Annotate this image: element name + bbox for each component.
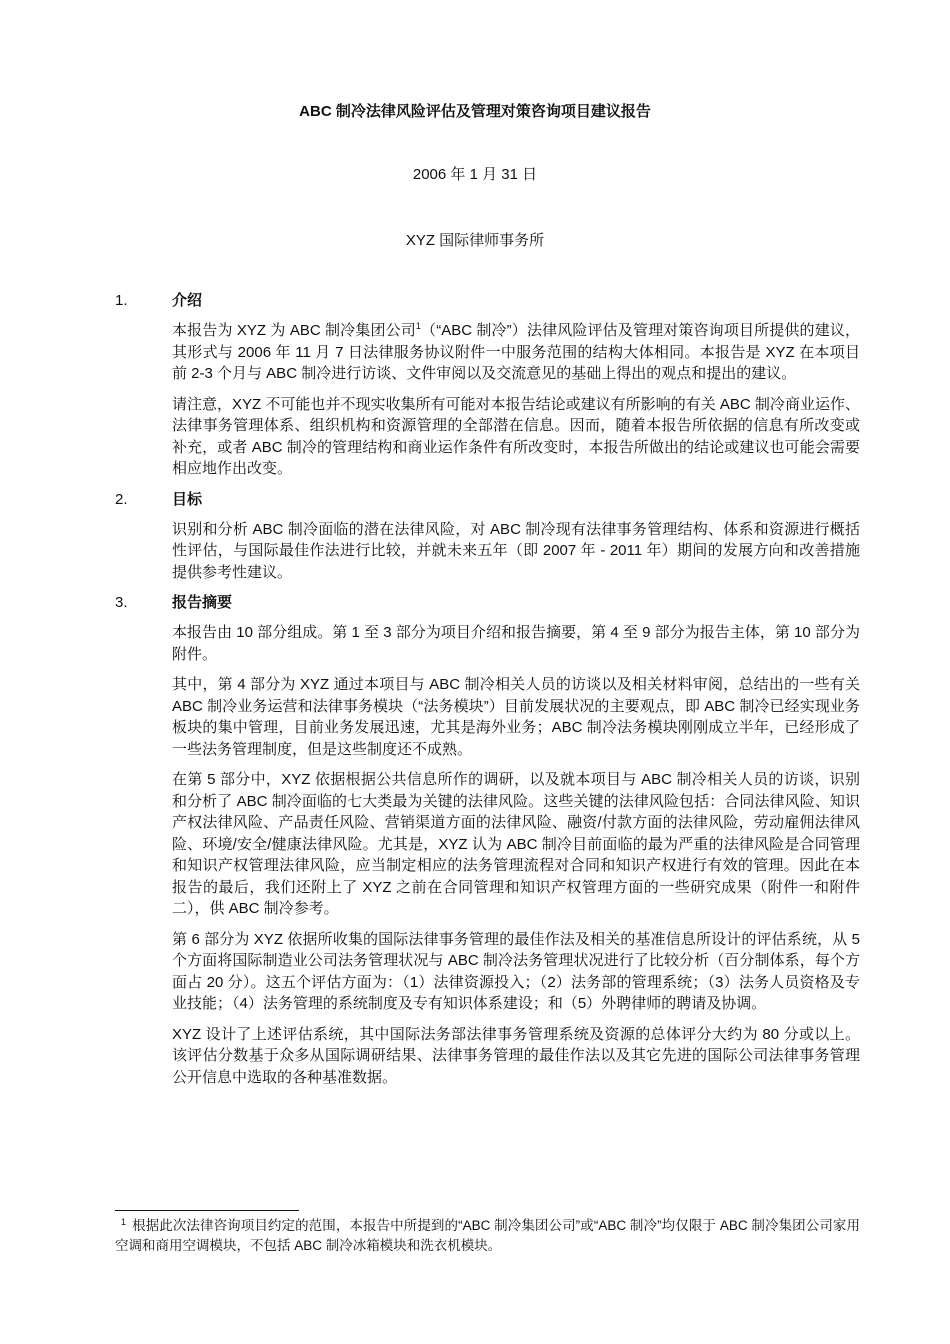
paragraph: 第 6 部分为 XYZ 依据所收集的国际法律事务管理的最佳作法及相关的基准信息所设计的评估系统，从 5 个方面将国际制造业公司法务管理状况与 ABC 制冷法务管理状况进行了比较分析（百分制体系，每个方面占 20 分）。这五个评估方面为：（1）法律资源投入；（2）法务部的管理系统；（3）法务人员资格及专业技能；（4）法务管理的系统制度及专有知识体系建设；和（5）外聘律师的聘请及协调。	[172, 930, 860, 1012]
paragraph	[172, 320, 860, 385]
section-heading-summary	[115, 592, 860, 616]
paragraph: 本报告由 10 部分组成。第 1 至 3 部分为项目介绍和报告摘要，第 4 至 9 部分为报告主体，第 10 部分为附件。	[172, 624, 860, 663]
paragraph-text: 本报告为 XYZ 为 ABC 制冷集团公司	[172, 322, 416, 339]
section-number: 3.	[115, 594, 128, 611]
report-title: ABC 制冷法律风险评估及管理对策咨询项目建议报告	[299, 103, 651, 120]
paragraph: 请注意，XYZ 不可能也并不现实收集所有可能对本报告结论或建议有所影响的有关 ABC 制冷商业运作、法律事务管理体系、组织机构和资源管理的全部潜在信息。因而，随着本报告所依据的信息有所改变或补充，或者 ABC 制冷的管理结构和商业运作条件有所改变时，本报告所做出的结论或建议也可能会需要相应地作出改变。	[172, 395, 860, 477]
law-firm-name: XYZ 国际律师事务所	[405, 232, 545, 249]
section-heading-objectives	[115, 489, 860, 513]
paragraph: 其中，第 4 部分为 XYZ 通过本项目与 ABC 制冷相关人员的访谈以及相关材料审阅，总结出的一些有关 ABC 制冷业务运营和法律事务模块（“法务模块”）目前发展状况的主要观点，即 ABC 制冷已经实现业务板块的集中管理，目前业务发展迅速，尤其是海外业务；ABC 制冷法务模块刚刚成立半年，已经形成了一些法务管理制度，但是这些制度还不成熟。	[172, 676, 860, 758]
footnote-divider	[115, 1210, 299, 1211]
section-title: 目标	[172, 490, 203, 508]
paragraph-text: （“ABC 制冷”）法律风险评估及管理对策咨询项目所提供的建议，其形式与 2006 年 11 月 7 日法律服务协议附件一中服务范围的结构大体相同。本报告是 XYZ 在本项目前 2-3 个月与 ABC 制冷进行访谈、文件审阅以及交流意见的基础上得出的观点和提出的建议。	[172, 322, 860, 382]
footnote-text: 根据此次法律咨询项目约定的范围，本报告中所提到的“ABC 制冷集团公司”或“ABC 制冷”均仅限于 ABC 制冷集团公司家用空调和商用空调模块，不包括 ABC 制冷冰箱模块和洗衣机模块。	[115, 1218, 860, 1253]
report-body	[115, 290, 860, 1097]
paragraph: 在第 5 部分中，XYZ 依据根据公共信息所作的调研，以及就本项目与 ABC 制冷相关人员的访谈，识别和分析了 ABC 制冷面临的七大类最为关键的法律风险。这些关键的法律风险包括：合同法律风险、知识产权法律风险、产品责任风险、营销渠道方面的法律风险、融资/付款方面的法律风险，劳动雇佣法律风险、环境/安全/健康法律风险。尤其是，XYZ 认为 ABC 制冷目前面临的最为严重的法律风险是合同管理和知识产权管理法律风险，应当制定相应的法务管理流程对合同和知识产权进行有效的管理。因此在本报告的最后，我们还附上了 XYZ 之前在合同管理和知识产权管理方面的一些研究成果（附件一和附件二），供 ABC 制冷参考。	[172, 771, 860, 917]
footnote	[115, 1216, 860, 1256]
footnote-reference: 1	[415, 321, 421, 331]
section-number: 2.	[115, 490, 128, 508]
section-number: 1.	[115, 292, 128, 309]
paragraph: 识别和分析 ABC 制冷面临的潜在法律风险，对 ABC 制冷现有法律事务管理结构、体系和资源进行概括性评估，与国际最佳作法进行比较，并就未来五年（即 2007 年 - 2011 年）期间的发展方向和改善措施提供参考性建议。	[172, 520, 860, 581]
report-date: 2006 年 1 月 31 日	[412, 166, 538, 183]
section-title: 介绍	[172, 292, 203, 309]
paragraph: XYZ 设计了上述评估系统，其中国际法务部法律事务管理系统及资源的总体评分大约为 80 分或以上。该评估分数基于众多从国际调研结果、法律事务管理的最佳作法以及其它先进的国际公司法律事务管理公开信息中选取的各种基准数据。	[172, 1025, 860, 1086]
section-title: 报告摘要	[172, 594, 233, 611]
footnote-mark: 1	[121, 1216, 127, 1227]
section-heading-introduction	[115, 290, 860, 314]
